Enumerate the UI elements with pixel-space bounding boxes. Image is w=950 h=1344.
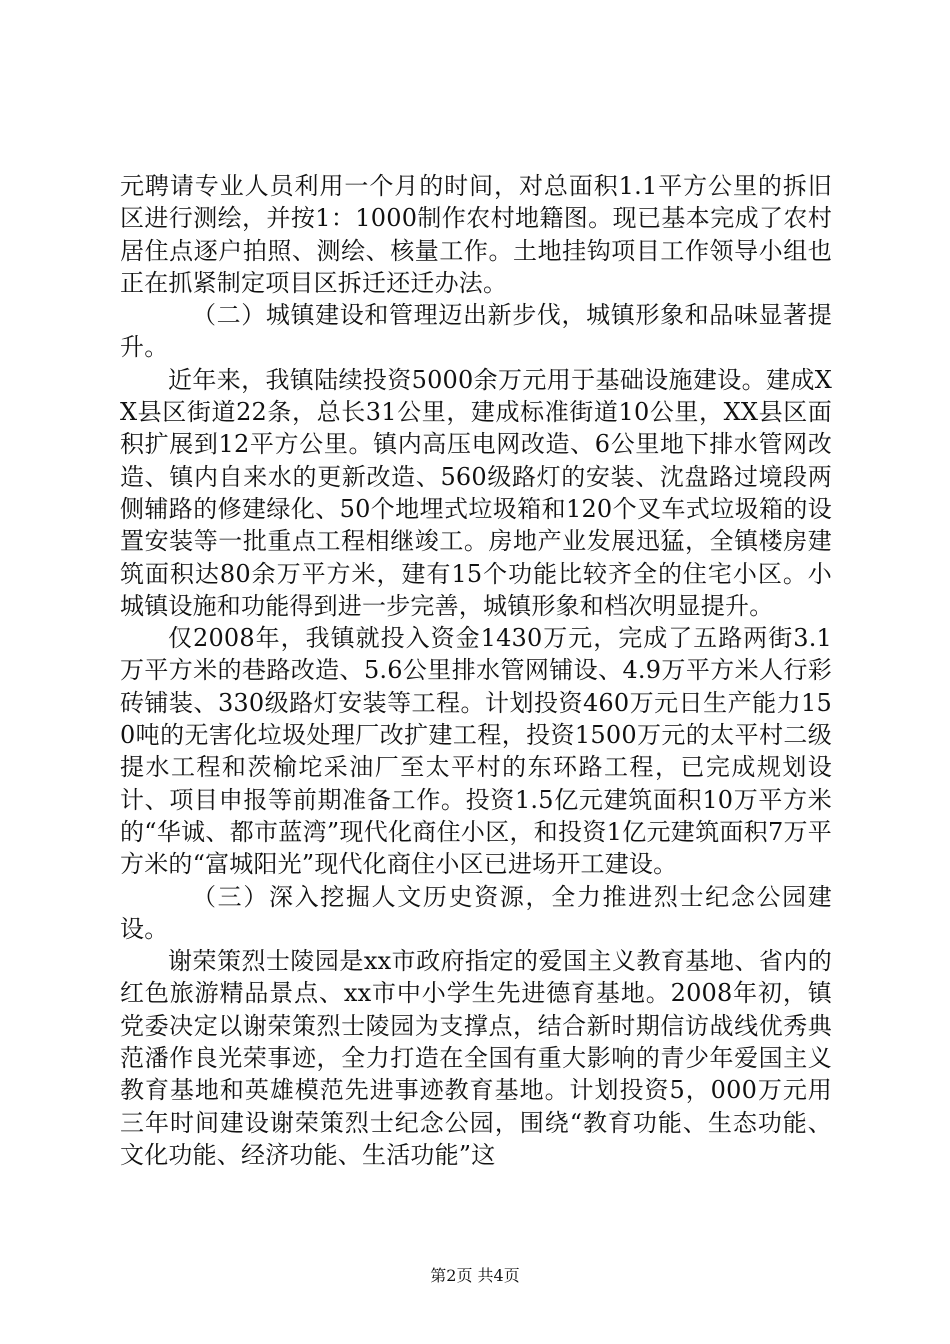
paragraph-continuation: 元聘请专业人员利用一个月的时间，对总面积1.1平方公里的拆旧区进行测绘，并按1：1000制作农村地籍图。现已基本完成了农村居住点逐户拍照、测绘、核量工作。土地挂钩项目工作领导小组也正在抓紧制定项目区拆迁还迁办法。	[120, 172, 832, 297]
page-number-footer: 第2页 共4页	[430, 1266, 520, 1285]
paragraph-memorial-park: 谢荣策烈士陵园是xx市政府指定的爱国主义教育基地、省内的红色旅游精品景点、xx市中小学生先进德育基地。2008年初，镇党委决定以谢荣策烈士陵园为支撑点，结合新时期信访战线优秀典范潘作良光荣事迹，全力打造在全国有重大影响的青少年爱国主义教育基地和英雄模范先进事迹教育基地。计划投资5，000万元用三年时间建设谢荣策烈士纪念公园，围绕“教育功能、生态功能、文化功能、经济功能、生活功能”这	[120, 947, 832, 1169]
paragraph-infrastructure: 近年来，我镇陆续投资5000余万元用于基础设施建设。建成XX县区街道22条，总长31公里，建成标准街道10公里，XX县区面积扩展到12平方公里。镇内高压电网改造、6公里地下排水管网改造、镇内自来水的更新改造、560级路灯的安装、沈盘路过境段两侧辅路的修建绿化、50个地埋式垃圾箱和120个叉车式垃圾箱的设置安装等一批重点工程相继竣工。房地产业发展迅猛，全镇楼房建筑面积达80余万平方米，建有15个功能比较齐全的住宅小区。小城镇设施和功能得到进一步完善，城镇形象和档次明显提升。	[120, 365, 832, 620]
section-heading-two: （二）城镇建设和管理迈出新步伐，城镇形象和品味显著提升。	[120, 301, 832, 362]
document-body	[120, 170, 832, 1171]
paragraph-2008-investment: 仅2008年，我镇就投入资金1430万元，完成了五路两街3.1万平方米的巷路改造、5.6公里排水管网铺设、4.9万平方米人行彩砖铺装、330级路灯安装等工程。计划投资460万元日生产能力150吨的无害化垃圾处理厂改扩建工程，投资1500万元的太平村二级提水工程和茨榆坨采油厂至太平村的东环路工程，已完成规划设计、项目申报等前期准备工作。投资1.5亿元建筑面积10万平方米的“华诚、都市蓝湾”现代化商住小区，和投资1亿元建筑面积7万平方米的“富城阳光”现代化商住小区已进场开工建设。	[120, 624, 832, 879]
section-heading-three: （三）深入挖掘人文历史资源，全力推进烈士纪念公园建设。	[120, 882, 832, 943]
